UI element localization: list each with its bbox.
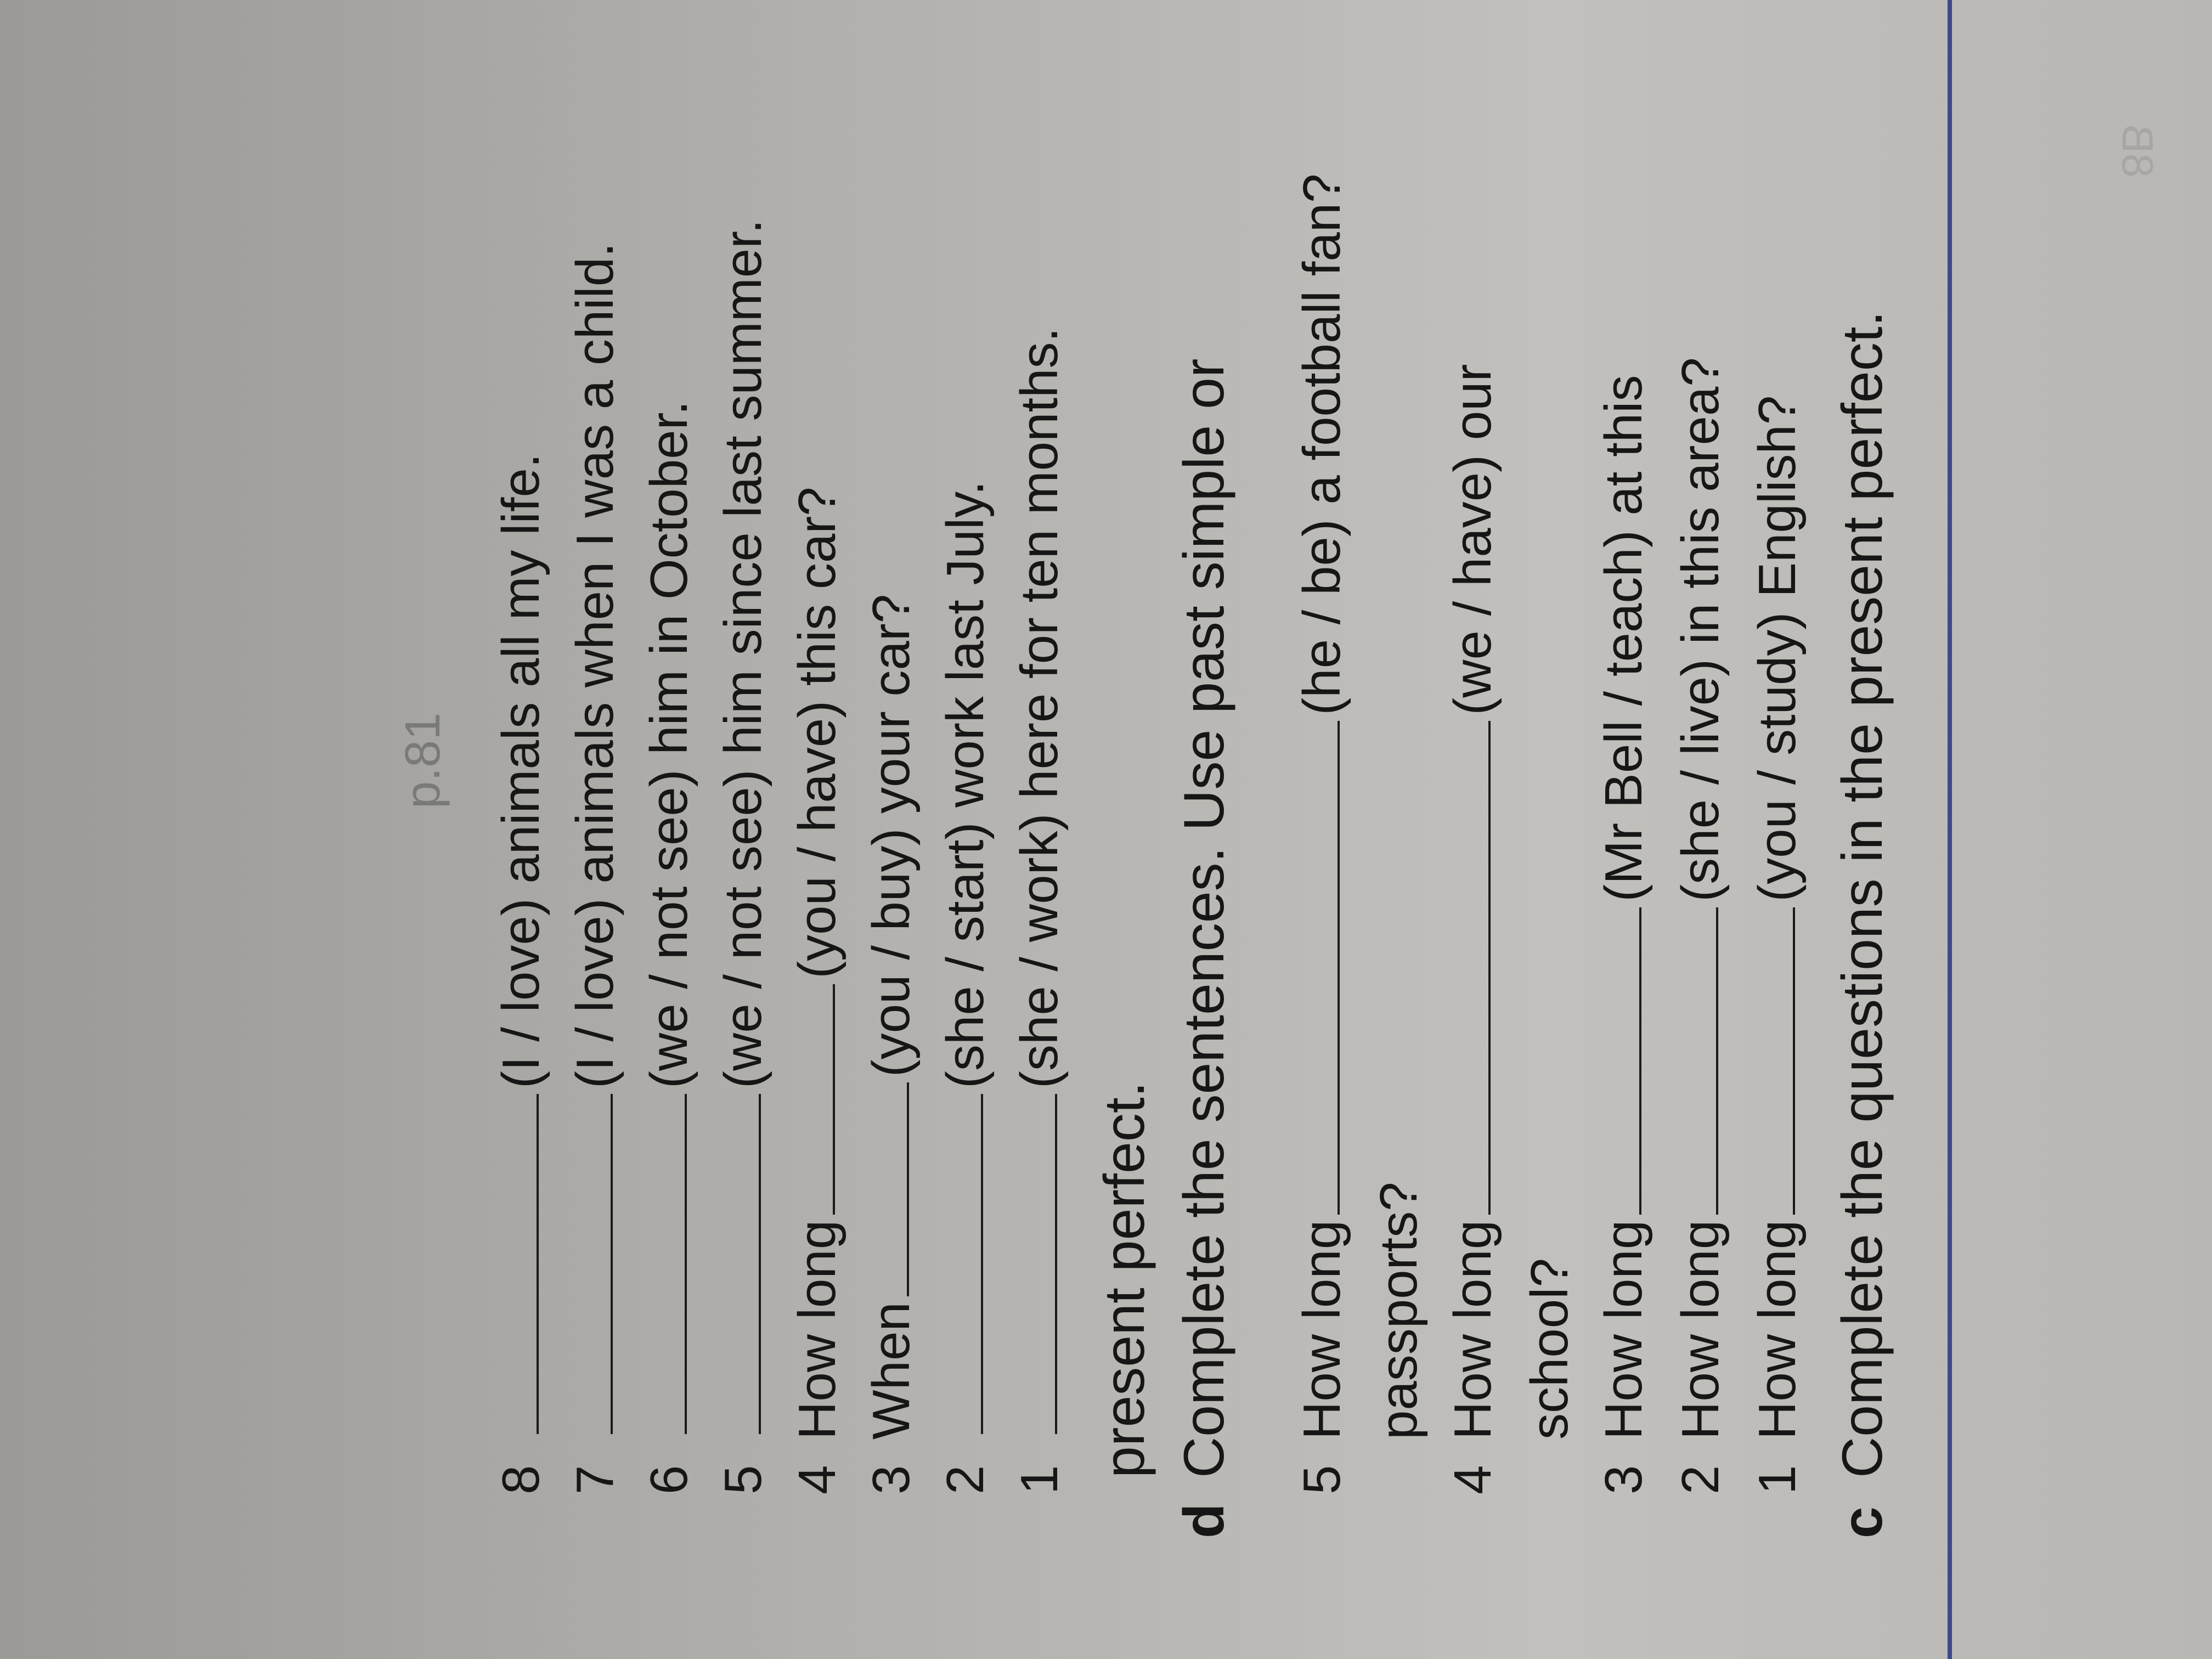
answer-blank[interactable]: [1639, 907, 1641, 1215]
item-number: 5: [714, 1465, 772, 1494]
page-reference: p.81: [396, 712, 450, 809]
exercise-c-item-5: [1286, 173, 1358, 1494]
exercise-d-item-8: [486, 453, 557, 1494]
exercise-d-heading: [1163, 358, 1245, 1538]
exercise-c-instruction: Complete the questions in the present perfect.: [1831, 311, 1894, 1478]
answer-blank[interactable]: [1054, 1094, 1057, 1434]
exercise-d-instruction-line-1: Complete the sentences. Use past simple or: [1172, 358, 1236, 1478]
answer-blank[interactable]: [1792, 907, 1795, 1215]
item-lead: How long: [788, 1220, 847, 1440]
item-lead: How long: [1748, 1220, 1807, 1440]
item-number: 4: [1443, 1465, 1502, 1494]
item-cue: (we / have) our: [1443, 364, 1502, 715]
item-cue: (she / work) here for ten months.: [1010, 327, 1069, 1088]
answer-blank[interactable]: [980, 1094, 983, 1434]
item-number: 7: [566, 1465, 624, 1494]
exercise-d-item-2: [930, 481, 1001, 1494]
bleed-through-text: 8B: [2113, 124, 2162, 178]
exercise-d-item-4: [782, 487, 853, 1494]
answer-blank[interactable]: [758, 1094, 761, 1434]
exercise-c-heading: [1821, 311, 1904, 1538]
exercise-d-item-1: [1004, 328, 1075, 1494]
answer-blank[interactable]: [832, 984, 835, 1215]
item-cue: (you / buy) your car?: [862, 594, 921, 1077]
answer-blank[interactable]: [1337, 721, 1340, 1215]
exercise-d-letter: d: [1172, 1503, 1236, 1538]
exercise-c-item-4-continuation: passports?: [1369, 1182, 1428, 1440]
item-cue: (I / love) animals when I was a child.: [566, 242, 624, 1088]
header-rule: [1948, 0, 1952, 1659]
answer-blank[interactable]: [610, 1094, 613, 1434]
item-number: 1: [1010, 1465, 1069, 1494]
item-cue: (I / love) animals all my life.: [492, 453, 550, 1088]
exercise-d-item-6: [634, 400, 705, 1494]
answer-blank[interactable]: [1488, 721, 1491, 1215]
item-cue: (she / start) work last July.: [936, 481, 995, 1088]
exercise-c-item-4: [1437, 364, 1509, 1494]
item-cue: (you / have) this car?: [788, 487, 847, 979]
item-cue: (Mr Bell / teach) at this: [1594, 375, 1653, 902]
item-number: 8: [492, 1465, 550, 1494]
exercise-c-letter: c: [1831, 1506, 1894, 1538]
item-cue: (she / live) in this area?: [1671, 357, 1730, 902]
exercise-c-item-2: [1665, 357, 1736, 1494]
exercise-d-item-5: [708, 219, 779, 1494]
item-number: 5: [1293, 1465, 1351, 1494]
exercise-d-item-3: [856, 594, 927, 1494]
item-number: 4: [788, 1465, 847, 1494]
exercise-d-item-7: [560, 242, 631, 1494]
item-number: 3: [862, 1465, 921, 1494]
item-number: 6: [640, 1465, 698, 1494]
item-lead: How long: [1594, 1220, 1653, 1440]
item-number: 2: [1671, 1465, 1730, 1494]
item-number: 3: [1594, 1465, 1653, 1494]
answer-blank[interactable]: [906, 1082, 909, 1296]
item-lead: How long: [1671, 1220, 1730, 1440]
exercise-c-item-1: [1742, 396, 1813, 1494]
item-number: 2: [936, 1465, 995, 1494]
item-number: 1: [1748, 1465, 1807, 1494]
item-lead: When: [862, 1302, 921, 1440]
item-cue: (he / be) a football fan?: [1293, 173, 1351, 715]
item-cue: (we / not see) him since last summer.: [714, 219, 772, 1088]
answer-blank[interactable]: [684, 1094, 687, 1434]
exercise-c-item-3-continuation: school?: [1520, 1258, 1579, 1440]
item-lead: How long: [1293, 1220, 1351, 1440]
item-cue: (you / study) English?: [1748, 395, 1807, 902]
exercise-c-item-3: [1588, 375, 1660, 1495]
item-lead: How long: [1443, 1220, 1502, 1440]
answer-blank[interactable]: [1716, 907, 1718, 1215]
answer-blank[interactable]: [536, 1094, 539, 1434]
item-cue: (we / not see) him in October.: [640, 400, 698, 1088]
exercise-d-instruction-line-2: present perfect.: [1093, 1081, 1156, 1478]
